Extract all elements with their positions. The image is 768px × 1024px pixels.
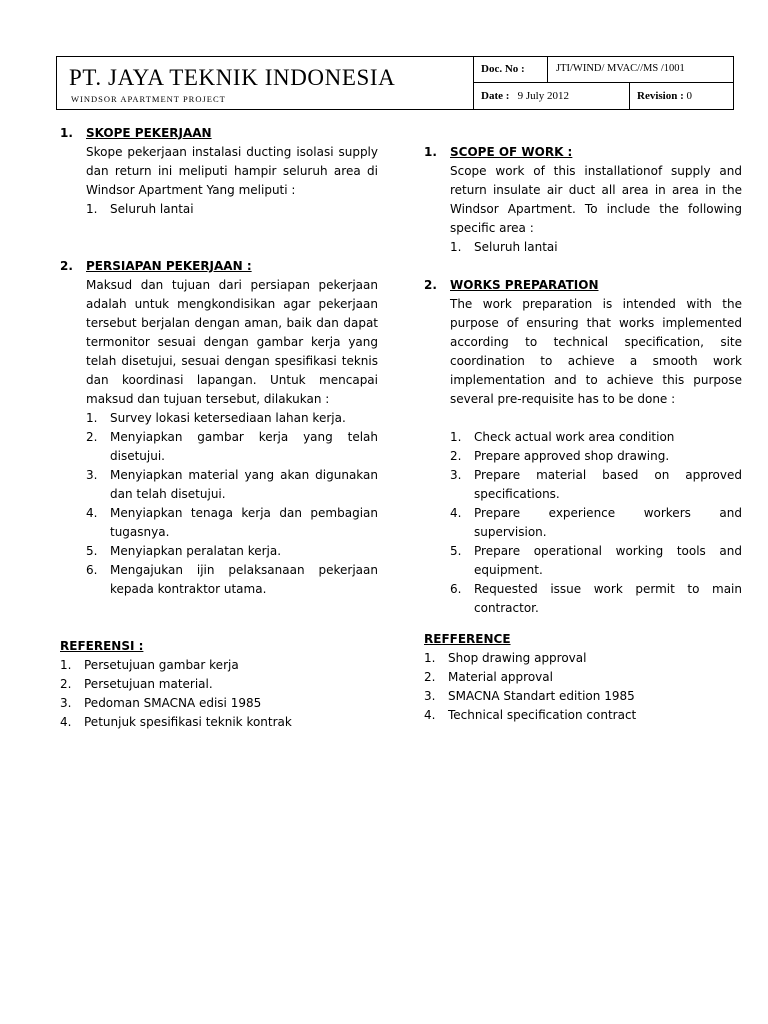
item-text: Menyiapkan tenaga kerja dan pembagian tugasnya. <box>110 506 378 539</box>
doc-no-value: JTI/WIND/ MVAC//MS /1001 <box>556 63 685 74</box>
list-item <box>86 200 378 219</box>
list-item <box>450 447 742 466</box>
item-text: Prepare experience workers and supervision. <box>474 506 742 539</box>
item-number: 2. <box>424 670 436 684</box>
list-item <box>450 428 742 447</box>
item-text: Shop drawing approval <box>448 651 587 665</box>
item-text: Pedoman SMACNA edisi 1985 <box>84 696 262 710</box>
item-text: Check actual work area condition <box>474 430 675 444</box>
item-text: Requested issue work permit to main contractor. <box>474 582 742 615</box>
item-text: Material approval <box>448 670 553 684</box>
list-item <box>60 713 378 732</box>
item-number: 4. <box>86 506 98 520</box>
item-text: Survey lokasi ketersediaan lahan kerja. <box>110 411 346 425</box>
item-text: Prepare material based on approved specifications. <box>474 468 742 501</box>
list-item <box>86 504 378 542</box>
section-number: 1. <box>424 145 437 159</box>
item-number: 5. <box>450 544 462 558</box>
doc-no-label: Doc. No : <box>474 57 548 82</box>
date-label: Date : <box>481 90 510 102</box>
item-number: 2. <box>86 430 98 444</box>
section-heading <box>424 630 742 649</box>
section-heading <box>424 276 742 295</box>
list-item <box>86 561 378 599</box>
item-number: 1. <box>86 411 98 425</box>
item-number: 4. <box>60 715 72 729</box>
section-title: PERSIAPAN PEKERJAAN : <box>86 259 252 273</box>
item-number: 2. <box>60 677 72 691</box>
list-item <box>450 504 742 542</box>
right-column <box>424 143 742 618</box>
list-item <box>424 706 742 725</box>
left-column <box>60 124 378 732</box>
list-item <box>60 675 378 694</box>
item-text: Menyiapkan gambar kerja yang telah disetujui. <box>110 430 378 463</box>
right-reference-column <box>424 630 742 725</box>
item-text: Persetujuan material. <box>84 677 213 691</box>
section-list <box>60 409 378 599</box>
list-item <box>60 656 378 675</box>
item-text: Prepare approved shop drawing. <box>474 449 670 463</box>
item-text: Menyiapkan peralatan kerja. <box>110 544 282 558</box>
list-item <box>60 694 378 713</box>
item-number: 1. <box>450 240 462 254</box>
section-list <box>424 649 742 725</box>
item-text: Seluruh lantai <box>110 202 194 216</box>
section-heading <box>60 124 378 143</box>
item-number: 3. <box>86 468 98 482</box>
list-item <box>424 649 742 668</box>
section-paragraph: Scope work of this installationof supply and return insulate air duct all area in area in the Windsor Apartment. To include the following specific area : <box>450 164 742 235</box>
section-works-preparation <box>424 276 742 618</box>
section-skope <box>60 124 378 219</box>
section-paragraph: Skope pekerjaan instalasi ducting isolasi supply dan return ini meliputi hampir seluruh area di Windsor Apartment Yang meliputi : <box>86 145 378 197</box>
list-item <box>450 580 742 618</box>
item-number: 4. <box>424 708 436 722</box>
section-referensi <box>60 637 378 732</box>
item-text: Petunjuk spesifikasi teknik kontrak <box>84 715 292 729</box>
item-text: Prepare operational working tools and equipment. <box>474 544 742 577</box>
item-number: 5. <box>86 544 98 558</box>
list-item <box>424 687 742 706</box>
section-heading <box>424 143 742 162</box>
list-item <box>450 238 742 257</box>
list-item <box>86 428 378 466</box>
section-number: 2. <box>424 278 437 292</box>
section-title: SCOPE OF WORK : <box>450 145 573 159</box>
item-number: 3. <box>424 689 436 703</box>
item-number: 1. <box>450 430 462 444</box>
section-heading <box>60 257 378 276</box>
revision-value: 0 <box>686 90 692 102</box>
section-number: 1. <box>60 126 73 140</box>
item-text: Menyiapkan material yang akan digunakan dan telah disetujui. <box>110 468 378 501</box>
header-meta-block <box>474 57 733 109</box>
header-title-block <box>57 57 474 109</box>
item-number: 6. <box>86 563 98 577</box>
section-paragraph: Maksud dan tujuan dari persiapan pekerjaan adalah untuk mengkondisikan agar pekerjaan tersebut berjalan dengan aman, baik dan dapat termonitor sesuai dengan gambar kerja yang telah disetujui, sesuai dengan spesifikasi teknis dan koordinasi lapangan. Untuk mencapai maksud dan tujuan tersebut, dilakukan : <box>86 278 378 406</box>
section-heading <box>60 637 378 656</box>
date-revision-row <box>474 83 733 109</box>
revision-label: Revision : <box>637 90 684 102</box>
project-name: WINDSOR APARTMENT PROJECT <box>71 94 226 104</box>
section-paragraph: The work preparation is intended with the purpose of ensuring that works implemented according to technical specification, site coordination to achieve a smooth work implementation and to achieve this purpose several pre-requisite has to be done : <box>450 297 742 406</box>
doc-no-row <box>474 57 733 83</box>
list-item <box>86 409 378 428</box>
section-persiapan <box>60 257 378 599</box>
item-number: 2. <box>450 449 462 463</box>
section-title: WORKS PREPARATION <box>450 278 599 292</box>
company-name: PT. JAYA TEKNIK INDONESIA <box>69 65 396 90</box>
item-number: 1. <box>424 651 436 665</box>
item-text: Technical specification contract <box>448 708 637 722</box>
section-scope <box>424 143 742 257</box>
item-text: Seluruh lantai <box>474 240 558 254</box>
list-item <box>86 466 378 504</box>
section-number: 2. <box>60 259 73 273</box>
item-number: 1. <box>86 202 98 216</box>
revision-cell <box>630 83 733 109</box>
section-title: REFFERENCE <box>424 632 511 646</box>
section-list <box>60 200 378 219</box>
list-item <box>450 542 742 580</box>
list-item <box>86 542 378 561</box>
section-title: SKOPE PEKERJAAN <box>86 126 212 140</box>
item-number: 4. <box>450 506 462 520</box>
item-number: 3. <box>60 696 72 710</box>
section-refference <box>424 630 742 725</box>
section-title: REFERENSI : <box>60 639 144 653</box>
date-value: 9 July 2012 <box>517 90 569 102</box>
document-header <box>56 56 734 110</box>
section-list <box>424 428 742 618</box>
item-text: SMACNA Standart edition 1985 <box>448 689 635 703</box>
item-number: 1. <box>60 658 72 672</box>
section-list <box>60 656 378 732</box>
item-number: 3. <box>450 468 462 482</box>
section-list <box>424 238 742 257</box>
list-item <box>424 668 742 687</box>
item-text: Persetujuan gambar kerja <box>84 658 239 672</box>
item-number: 6. <box>450 582 462 596</box>
date-cell <box>474 83 630 109</box>
item-text: Mengajukan ijin pelaksanaan pekerjaan kepada kontraktor utama. <box>110 563 378 596</box>
list-item <box>450 466 742 504</box>
